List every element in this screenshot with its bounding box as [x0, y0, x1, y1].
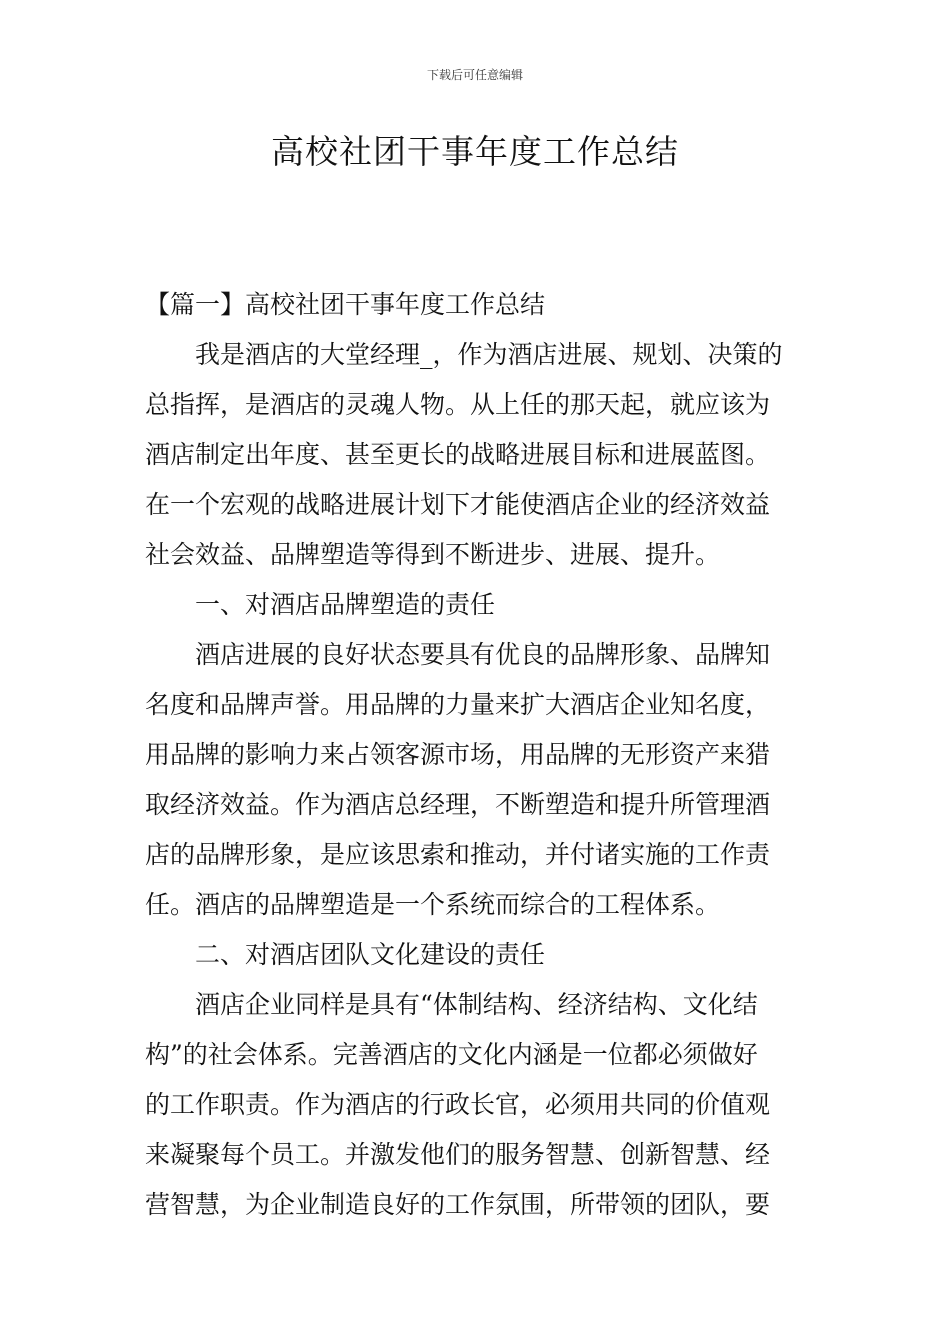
paragraph-line: 任。酒店的品牌塑造是一个系统而综合的工程体系。: [145, 890, 721, 919]
paragraph-line: 来凝聚每个员工。并激发他们的服务智慧、创新智慧、经: [145, 1140, 771, 1169]
paragraph-line: 取经济效益。作为酒店总经理，不断塑造和提升所管理酒: [145, 790, 771, 819]
paragraph-line: 我是酒店的大堂经理_，作为酒店进展、规划、决策的: [195, 340, 783, 369]
paragraph-line: 在一个宏观的战略进展计划下才能使酒店企业的经济效益: [145, 490, 771, 519]
document-body: [145, 280, 815, 1230]
paragraph-line: 酒店进展的良好状态要具有优良的品牌形象、品牌知: [195, 640, 771, 669]
section-heading: 【篇一】高校社团干事年度工作总结: [145, 290, 546, 319]
header-note: 下载后可任意编辑: [426, 68, 523, 82]
paragraph-line: 一、对酒店品牌塑造的责任: [195, 590, 496, 619]
document-title: 高校社团干事年度工作总结: [271, 132, 679, 171]
paragraph-line: 店的品牌形象，是应该思索和推动，并付诸实施的工作责: [145, 840, 771, 869]
paragraph-line: 社会效益、品牌塑造等得到不断进步、进展、提升。: [145, 540, 721, 569]
paragraph-line: 酒店企业同样是具有“体制结构、经济结构、文化结: [195, 990, 758, 1019]
paragraph-line: 名度和品牌声誉。用品牌的力量来扩大酒店企业知名度，: [145, 690, 771, 719]
paragraph-line: 的工作职责。作为酒店的行政长官，必须用共同的价值观: [145, 1090, 771, 1119]
paragraph-line: 构”的社会体系。完善酒店的文化内涵是一位都必须做好: [145, 1040, 758, 1069]
paragraph-line: 总指挥，是酒店的灵魂人物。从上任的那天起，就应该为: [145, 390, 771, 419]
paragraph-line: 营智慧，为企业制造良好的工作氛围，所带领的团队，要: [145, 1190, 771, 1219]
paragraph-line: 用品牌的影响力来占领客源市场，用品牌的无形资产来猎: [145, 740, 771, 769]
paragraph-line: 二、对酒店团队文化建设的责任: [195, 940, 546, 969]
paragraph-line: 酒店制定出年度、甚至更长的战略进展目标和进展蓝图。: [145, 440, 771, 469]
